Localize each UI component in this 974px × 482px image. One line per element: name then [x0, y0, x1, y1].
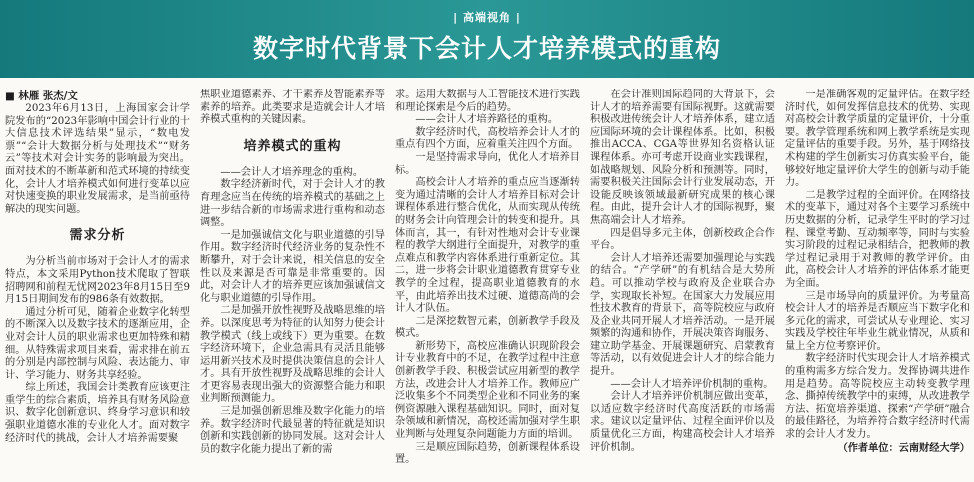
paragraph: 在会计准则国际趋同的大背景下，会计人才的培养需要有国际视野。这就需要积极改进传统会计人才培养体系，建立适应国际环境的会计课程体系。比如，积极推出ACCA、CGA等世界知名资格认证课程体系。亦可考虑开设商业实践课程，如战略规划、风险分析和预测等。同时，需要积极关注国际会计行业发展动态，开设能反映该领域最新研究成果的核心课程。由此，提升会计人才的国际视野，聚焦高端会计人才培养。: [590, 89, 775, 226]
paragraph: 数字经济时代，高校培养会计人才的重点有四个方面，应着重关注四个方面。: [395, 126, 580, 151]
subsection-heading: ——会计人才培养路径的重构。: [415, 114, 559, 126]
paragraph: 数字经济时代实现会计人才培养模式的重构需多方综合发力。发挥协调共进作用是趋势。高等院校应主动转变教学理念、撕掉传统教学中的束缚，从改进教学方法、拓宽培养渠道、探索“产学研”融合的最佳路径，为培养符合数字经济时代需求的会计人才发力。: [785, 353, 970, 441]
paragraph: 焦职业道德素养、才干素养及智能素养等素养的培养。此类要求是造就会计人才培养模式重构的关键因素。: [200, 89, 385, 126]
paragraph: 三是顺应国际趋势，创新课程体系设置。: [395, 441, 580, 466]
section-heading: 培养模式的重构: [243, 138, 342, 154]
paragraph: 二是教学过程的全面评价。在网络技术的变革下，通过对各个主要学习系统中历史数据的分析，记录学生平时的学习过程、课堂考勤、互动频率等，同时与实验实习阶段的过程记录相结合，把教师的教学过程记录用于对教师的教学评价。由此，高校会计人才培养的评估体系才能更为全面。: [785, 189, 970, 289]
subsection-heading: ——会计人才培养理念的重构。: [220, 166, 364, 178]
paragraph: 通过分析可见，随着企业数字化转型的不断深入以及数字技术的逐渐应用，企业对会计人员的职业需求也更加特殊和精细。从特殊需求项目来看，需求排在前五的分别是内部控制与风险、表达能力、审计、学习能力、财务共享经验。: [5, 306, 190, 381]
text-column-3: [395, 89, 580, 482]
article-header-banner: [0, 0, 974, 78]
text-column-1: [5, 89, 190, 482]
paragraph: 三是加强创新思维及数字化能力的培养。数字经济时代最显著的特征就是知识创新和实践创新的协同发展。这对会计人员的数字化能力提出了新的需: [200, 406, 385, 455]
article-title: 数字时代背景下会计人才培养模式的重构: [252, 34, 721, 63]
text-column-5: [785, 89, 970, 482]
text-column-2: [200, 89, 385, 482]
subsection-heading: ——会计人才培养评价机制的重构。: [610, 378, 774, 390]
paragraph: 一是准确客观的定量评估。在数字经济时代，如何发挥信息技术的优势、实现对高校会计教学质量的定量评价，十分重要。教学管理系统和网上教学系统是实现定量评估的重要手段。另外，基于网络技术构建的学生创新实习仿真实验平台，能够较好地定量评价大学生的创新与动手能力。: [785, 89, 970, 189]
author-affiliation: （作者单位：云南财经大学）: [837, 441, 970, 454]
paragraph: 会计人才培养还需要加强理论与实践的结合。“产学研”的有机结合是大势所趋。可以推动学校与政府及企业联合办学，实现取长补短。在国家大力发展应用性技术教育的背景下，高等院校应与政府及企业共同开展人才培养活动。一是开展频繁的沟通和协作，开展决策咨询服务、建立助学基金、开展课题研究、启蒙教育等活动，以有效促进会计人才的综合能力提升。: [590, 252, 775, 378]
paragraph: 一是坚持需求导向，优化人才培养目标。: [395, 151, 580, 176]
paragraph: 高校会计人才培养的重点应当逐渐转变为通过清晰的会计人才培养目标对会计课程体系进行整合优化，从而实现从传统的财务会计向管理会计的转变和提升。具体而言，其一，有针对性地对会计专业课程的教学大纲进行全面提升，对教学的重点难点和教学内容体系进行重新定位。其二，进一步将会计职业道德教育贯穿专业教学的全过程，提高职业道德教育的水平，由此培养出技术过硬、道德高尚的会计人才队伍。: [395, 177, 580, 315]
paragraph: 三是市场导向的质量评价。为考量高校会计人才的培养是否顺应当下数字化和多元化的需求，可尝试从专业理论、实习实践及学校往年毕业生就业情况，从质和量上全方位考察评价。: [785, 290, 970, 352]
paragraph: 二是加强开放性视野及战略思维的培养。以深度思考为特征的认知努力使会计教学模式（线上或线下）更为重要。在数字经济环境下，企业急需具有灵活且能够运用新兴技术及时提供决策信息的会计人才。具有开放性视野及战略思维的会计人才更容易表现出强大的资源整合能力和职业判断预测能力。: [200, 305, 385, 405]
paragraph: 会计人才培养评价机制应做出变革，以适应数字经济时代高度活跃的市场需求。建议以定量评估、过程全面评价以及质量优化三方面，构建高校会计人才培养评价机制。: [590, 391, 775, 453]
section-label: | 高端视角 |: [453, 11, 521, 24]
paragraph: 二是深挖数智元素，创新教学手段及模式。: [395, 315, 580, 340]
text-column-4: [590, 89, 775, 482]
paragraph: 四是倡导多元主体，创新校政企合作平台。: [590, 227, 775, 252]
paragraph: 为分析当前市场对于会计人才的需求特点，本文采用Python技术爬取了智联招聘网和前程无忧网2023年8月15日至9月15日期间发布的986条有效数据。: [5, 256, 190, 306]
paragraph: 新形势下，高校应准确认识现阶段会计专业教育中的不足，在教学过程中注意创新教学手段、积极尝试应用新型的教学方法，改进会计人才培养工作。教师应广泛收集多个不同类型企业和不同业务的案例资源融入课程基础知识。同时，面对复杂领域和新情况，高校还需加强对学生职业判断与处理复杂问题能力方面的培训。: [395, 340, 580, 441]
article-body: [5, 89, 970, 482]
paragraph: 求。运用大数据与人工智能技术进行实践和理论探索是今后的趋势。: [395, 89, 580, 113]
byline: ■ 林雁 张杰/文: [5, 90, 78, 102]
paragraph: 数字经济新时代，对于会计人才的教育理念应当在传统的培养模式的基础之上进一步结合新的市场需求进行重构和动态调整。: [200, 179, 385, 229]
paragraph: 综上所述，我国会计类教育应该更注重学生的综合素质，培养具有财务风险意识、数字化创新意识、终身学习意识和较强职业道德水准的专业化人才。面对数字经济时代的挑战，会计人才培养需要聚: [5, 382, 190, 444]
section-heading: 需求分析: [69, 228, 126, 244]
paragraph: 2023年6月13日，上海国家会计学院发布的“2023年影响中国会计行业的十大信息技术评选结果”显示，“数电发票”“会计大数据分析与处理技术”“财务云”等技术对会计实务的影响最为突出。面对技术的不断革新和范式环境的持续变化，会计人才培养模式如何进行变革以应对快速变换的职业发展需求，是当前亟待解决的现实问题。: [5, 103, 190, 215]
paragraph: 一是加强诚信文化与职业道德的引导作用。数字经济时代经济业务的复杂性不断攀升，对于会计来说，相关信息的安全性以及来源是否可靠是非常重要的。因此，对会计人才的培养更应该加强诚信文化与职业道德的引导作用。: [200, 229, 385, 304]
